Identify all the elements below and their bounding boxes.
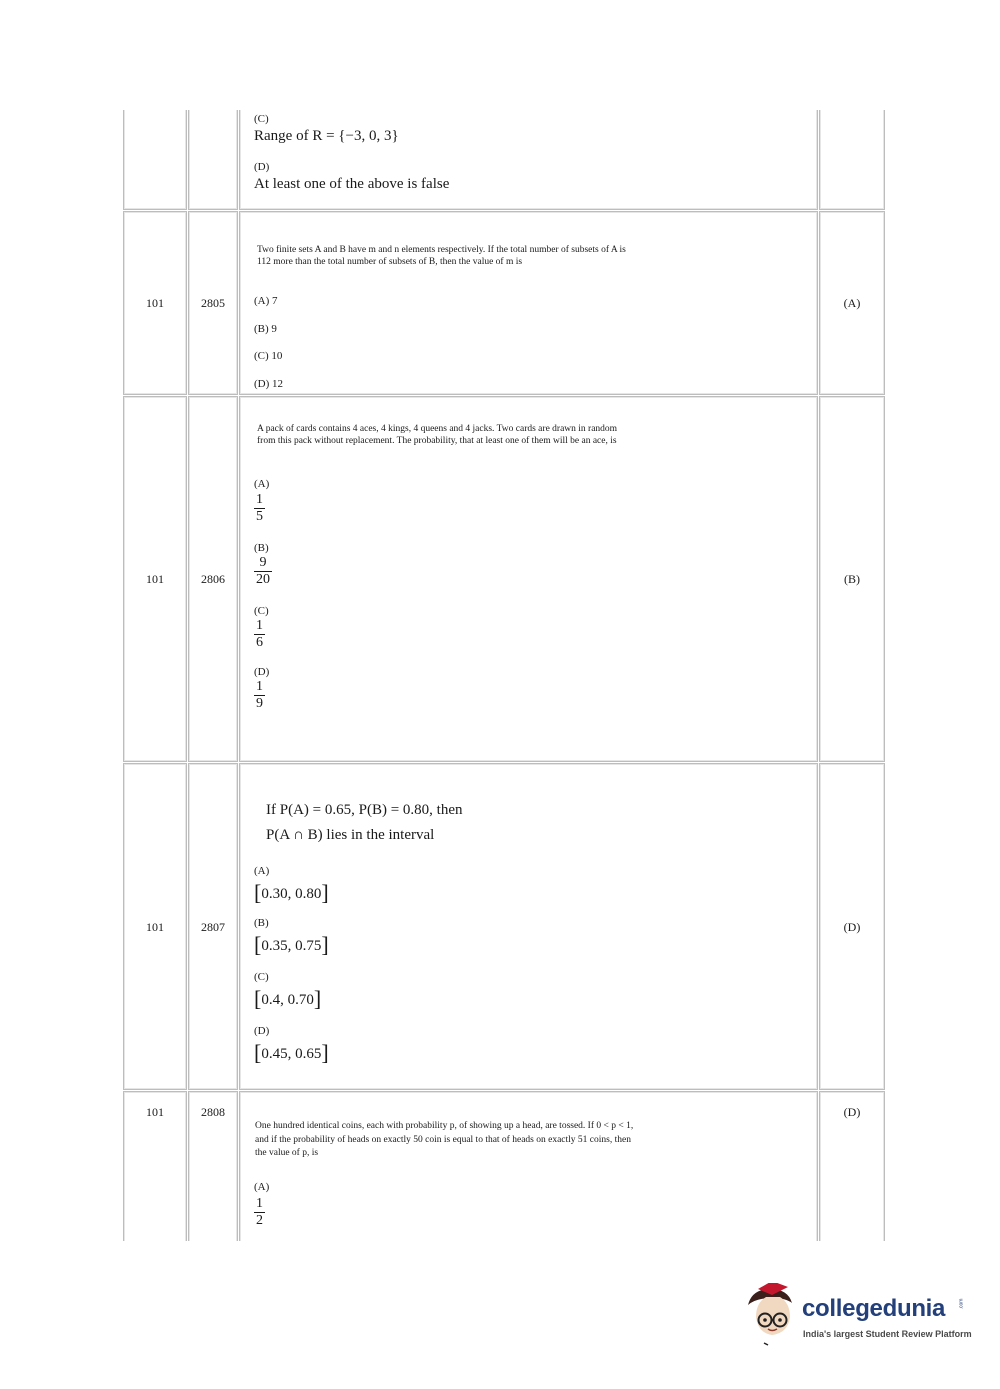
denominator: 6 (256, 635, 263, 650)
question-stem: A pack of cards contains 4 aces, 4 kings, 4 queens and 4 jacks. Two cards are drawn in random from this pack without replacement. The probability, that at least one of them will be an ace, is (257, 424, 618, 446)
denominator: 20 (256, 572, 270, 587)
question-cell (239, 211, 818, 395)
numerator: 9 (259, 555, 267, 570)
option-text: 0.4, 0.70 (261, 992, 314, 1008)
option-label: (A) (254, 295, 270, 307)
subject-code: 101 (146, 1105, 164, 1119)
brand-suffix: .com (958, 1298, 965, 1310)
answer-cell (819, 1091, 885, 1241)
question-id-cell (188, 1091, 238, 1241)
option-label: (D) (254, 666, 270, 678)
brand-logo (742, 1283, 972, 1349)
answer-cell (819, 763, 885, 1090)
mascot-icon (742, 1283, 802, 1349)
option-b (254, 316, 809, 344)
option-label: (D) (254, 161, 270, 173)
option-fraction (254, 492, 265, 525)
option-text: At least one of the above is false (254, 176, 450, 192)
option-label: (D) (254, 377, 270, 390)
option-fraction (254, 618, 265, 651)
question-id-cell (188, 763, 238, 1090)
question-cell (239, 396, 818, 762)
subject-cell (123, 396, 187, 762)
answer-key: (A) (843, 296, 861, 310)
option-label: (C) (254, 350, 269, 362)
option-interval: [0.30, 0.80] (254, 880, 329, 905)
table-row (123, 110, 885, 210)
option-d (254, 371, 809, 399)
option-label: (C) (254, 971, 269, 983)
numerator: 1 (256, 618, 263, 633)
denominator: 9 (256, 696, 263, 711)
question-id-cell (188, 110, 238, 210)
option-label: (B) (254, 542, 269, 554)
option-text: 0.35, 0.75 (261, 938, 322, 954)
subject-code: 101 (146, 296, 164, 310)
option-label: (D) (254, 1025, 270, 1037)
question-cell (239, 763, 818, 1090)
option-text: 7 (272, 295, 278, 307)
table-row (123, 1091, 885, 1241)
question-stem: Two finite sets A and B have m and n elements respectively. If the total number of subsets of A is 112 more than the total number of subsets of B, then the value of m is (257, 245, 626, 267)
answer-cell (819, 110, 885, 210)
option-a (254, 288, 809, 316)
option-label: (A) (254, 865, 270, 877)
question-stem: P(A ∩ B) lies in the interval (266, 827, 435, 843)
table-row (123, 763, 885, 1090)
table-row (123, 211, 885, 395)
option-label: (A) (254, 1181, 270, 1193)
option-label: (A) (254, 478, 270, 490)
option-fraction (254, 555, 272, 588)
question-id: 2805 (201, 296, 225, 310)
question-cell (239, 110, 818, 210)
brand-name: collegedunia (802, 1295, 946, 1322)
question-stem: One hundred identical coins, each with probability p, of showing up a head, are tossed. If 0 < p < 1, and if the probability of heads on exactly 50 coin is equal to that of heads on exactly 51 coins, then the value of p, is (255, 1121, 634, 1158)
option-label: (C) (254, 605, 269, 617)
option-label: (C) (254, 113, 269, 125)
subject-code: 101 (146, 920, 164, 934)
option-text: 12 (272, 377, 284, 390)
denominator: 5 (256, 509, 263, 524)
option-label: (B) (254, 322, 269, 335)
question-id: 2807 (201, 920, 225, 934)
option-interval: [0.45, 0.65] (254, 1040, 329, 1065)
option-interval: [0.35, 0.75] (254, 932, 329, 957)
question-id-cell (188, 211, 238, 395)
option-text: 9 (271, 322, 277, 335)
subject-cell (123, 1091, 187, 1241)
table-row (123, 396, 885, 762)
question-cell (239, 1091, 818, 1241)
question-id: 2808 (201, 1105, 225, 1119)
subject-cell (123, 211, 187, 395)
answer-key: (D) (843, 920, 861, 934)
brand-tagline: India's largest Student Review Platform (803, 1329, 972, 1339)
answer-cell (819, 396, 885, 762)
answer-cell (819, 211, 885, 395)
answer-key: (B) (844, 572, 860, 586)
subject-cell (123, 110, 187, 210)
option-text: Range of R = {−3, 0, 3} (254, 128, 399, 144)
option-fraction (254, 679, 265, 712)
option-text: 0.45, 0.65 (261, 1046, 322, 1062)
option-c (254, 343, 809, 371)
option-text: 0.30, 0.80 (261, 886, 322, 902)
denominator: 2 (256, 1213, 263, 1228)
question-id: 2806 (201, 572, 225, 586)
option-label: (B) (254, 917, 269, 929)
option-fraction (254, 1196, 265, 1229)
numerator: 1 (256, 679, 263, 694)
option-text: 10 (271, 350, 283, 362)
answer-key: (D) (843, 1105, 861, 1119)
subject-code: 101 (146, 572, 164, 586)
numerator: 1 (256, 492, 263, 507)
option-interval: [0.4, 0.70] (254, 986, 322, 1011)
question-stem: If P(A) = 0.65, P(B) = 0.80, then (266, 802, 463, 818)
question-id-cell (188, 396, 238, 762)
numerator: 1 (256, 1196, 263, 1211)
subject-cell (123, 763, 187, 1090)
